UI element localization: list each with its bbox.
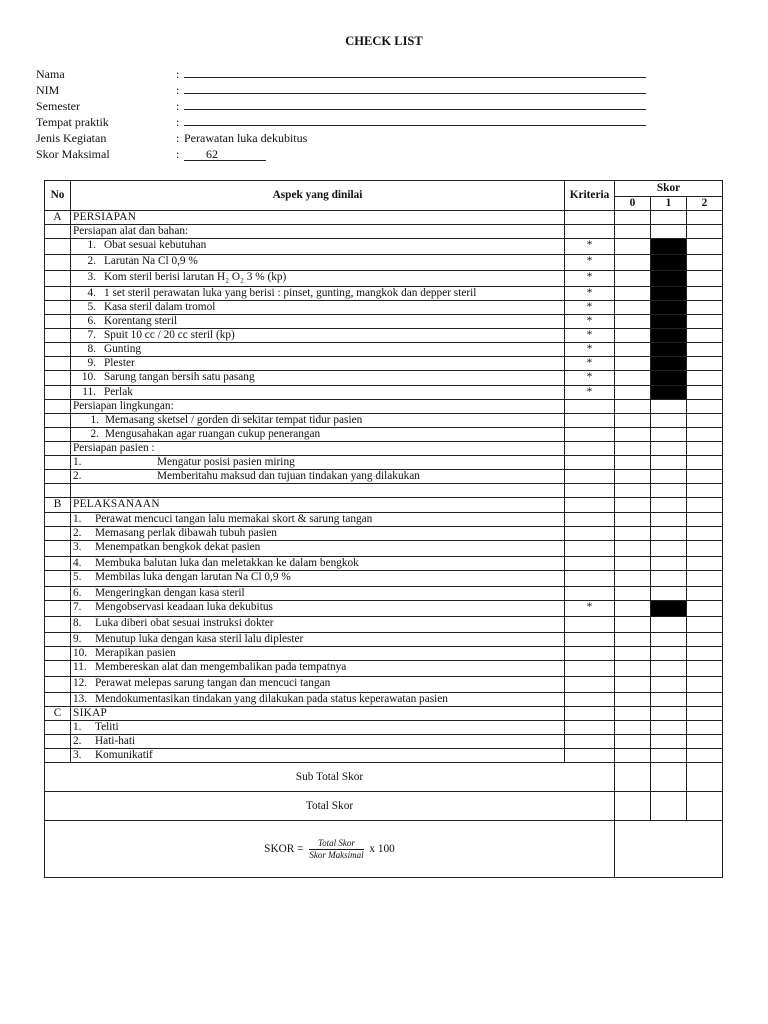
score-cell-1[interactable] <box>651 513 687 527</box>
score-cell-0[interactable] <box>615 513 651 527</box>
score-cell-0[interactable] <box>615 329 651 343</box>
score-cell-2[interactable] <box>687 587 723 601</box>
info-row-nim: NIM : <box>36 82 646 98</box>
table-row: 7. Spuit 10 cc / 20 cc steril (kp) * <box>45 329 723 343</box>
score-cell-0[interactable] <box>615 571 651 587</box>
total-row <box>45 792 723 821</box>
header-kriteria: Kriteria <box>565 181 615 211</box>
item-text: Plester <box>104 357 135 369</box>
table-row: 2. Hati-hati <box>45 735 723 749</box>
info-row-jenis: Jenis Kegiatan : Perawatan luka dekubitus <box>36 130 646 146</box>
sub-total-label: Sub Total Skor <box>45 763 615 792</box>
item-text: Luka diberi obat sesuai instruksi dokter <box>95 617 274 629</box>
score-cell-0[interactable] <box>615 456 651 470</box>
item-text: Menutup luka dengan kasa steril lalu diplester <box>95 633 304 645</box>
final-score-cell[interactable] <box>615 821 723 878</box>
score-cell-2[interactable] <box>687 541 723 557</box>
spacer-row <box>45 484 723 498</box>
item-text: Hati-hati <box>95 735 136 747</box>
score-cell-0[interactable] <box>615 527 651 541</box>
table-row: 3. Kom steril berisi larutan H₂ O₂ 3 % (kp) * <box>45 271 723 287</box>
item-text: Kasa steril dalam tromol <box>104 301 216 313</box>
score-cell-1-blocked <box>651 315 687 329</box>
table-row: 4. Membuka balutan luka dan meletakkan ke dalam bengkok <box>45 557 723 571</box>
score-cell-1[interactable] <box>651 527 687 541</box>
name-field[interactable] <box>184 66 646 78</box>
info-label: NIM <box>36 83 60 97</box>
criteria-mark: * <box>565 386 615 400</box>
score-cell-2[interactable] <box>687 315 723 329</box>
score-cell-1[interactable] <box>651 735 687 749</box>
table-row: 6. Korentang steril * <box>45 315 723 329</box>
section-row <box>45 211 723 225</box>
criteria-mark: * <box>565 287 615 301</box>
table-row: 2. Larutan Na Cl 0,9 % * <box>45 255 723 271</box>
criteria-mark: * <box>565 329 615 343</box>
score-cell-1[interactable] <box>651 792 687 821</box>
score-cell-1-blocked <box>651 601 687 617</box>
item-text: Mendokumentasikan tindakan yang dilakukan pada status keperawatan pasien <box>95 693 448 705</box>
table-row: 1. Teliti <box>45 721 723 735</box>
table-row: 3. Menempatkan bengkok dekat pasien <box>45 541 723 557</box>
score-cell-1[interactable] <box>651 677 687 693</box>
table-row: 9. Menutup luka dengan kasa steril lalu diplester <box>45 633 723 647</box>
score-cell-1[interactable] <box>651 617 687 633</box>
tempat-praktik-field[interactable] <box>184 114 646 126</box>
table-row: 8. Luka diberi obat sesuai instruksi dokter <box>45 617 723 633</box>
score-cell-2[interactable] <box>687 661 723 677</box>
score-cell-2[interactable] <box>687 763 723 792</box>
score-cell-0[interactable] <box>615 470 651 484</box>
score-cell-1-blocked <box>651 371 687 386</box>
score-cell-0[interactable] <box>615 633 651 647</box>
subheading: Persiapan pasien : <box>71 442 565 456</box>
item-text: Kom steril berisi larutan H₂ O₂ 3 % (kp) <box>104 271 287 283</box>
criteria-mark: * <box>565 239 615 255</box>
score-cell-0[interactable] <box>615 749 651 763</box>
section-title: PERSIAPAN <box>71 211 565 225</box>
criteria-mark: * <box>565 301 615 315</box>
table-row: 1. Memasang sketsel / gorden di sekitar tempat tidur pasien <box>45 414 723 428</box>
score-cell-0[interactable] <box>615 239 651 255</box>
item-text: Larutan Na Cl 0,9 % <box>104 255 198 267</box>
score-cell-2[interactable] <box>687 255 723 271</box>
header-skor: Skor <box>615 181 723 197</box>
criteria-mark: * <box>565 601 615 617</box>
section-row <box>45 707 723 721</box>
header-skor-1: 1 <box>651 197 687 211</box>
score-cell-1-blocked <box>651 255 687 271</box>
criteria-mark: * <box>565 271 615 287</box>
table-row: 8. Gunting * <box>45 343 723 357</box>
section-letter: A <box>45 211 71 225</box>
score-cell-2[interactable] <box>687 601 723 617</box>
score-cell-2[interactable] <box>687 792 723 821</box>
table-row: 1. Mengatur posisi pasien miring <box>45 456 723 470</box>
table-row: 1. Obat sesuai kebutuhan * <box>45 239 723 255</box>
item-text: Membilas luka dengan larutan Na Cl 0,9 % <box>95 571 291 583</box>
criteria-mark: * <box>565 315 615 329</box>
score-cell-2[interactable] <box>687 617 723 633</box>
item-text: 1 set steril perawatan luka yang berisi : pinset, gunting, mangkok dan depper steril <box>104 287 477 299</box>
info-row-skor-maksimal: Skor Maksimal : 62 <box>36 146 646 162</box>
item-text: Mengusahakan agar ruangan cukup penerangan <box>105 428 321 440</box>
table-row: 13. Mendokumentasikan tindakan yang dilakukan pada status keperawatan pasien <box>45 693 723 707</box>
score-cell-0[interactable] <box>615 541 651 557</box>
item-text: Merapikan pasien <box>95 647 176 659</box>
score-cell-1[interactable] <box>651 456 687 470</box>
item-text: Perawat mencuci tangan lalu memakai skort & sarung tangan <box>95 513 373 525</box>
info-label: Skor Maksimal <box>36 147 110 161</box>
score-cell-1-blocked <box>651 357 687 371</box>
score-cell-2[interactable] <box>687 371 723 386</box>
score-cell-1-blocked <box>651 343 687 357</box>
header-skor-0: 0 <box>615 197 651 211</box>
score-cell-2[interactable] <box>687 693 723 707</box>
identity-block <box>36 66 646 162</box>
item-text: Spuit 10 cc / 20 cc steril (kp) <box>104 329 235 341</box>
score-cell-1[interactable] <box>651 541 687 557</box>
subheading: Persiapan alat dan bahan: <box>71 225 565 239</box>
score-cell-2[interactable] <box>687 633 723 647</box>
info-row-nama: Nama : <box>36 66 646 82</box>
table-row: 10. Merapikan pasien <box>45 647 723 661</box>
score-cell-0[interactable] <box>615 255 651 271</box>
item-text: Teliti <box>95 721 119 733</box>
score-cell-0[interactable] <box>615 371 651 386</box>
info-label: Nama <box>36 67 65 81</box>
table-row: 5. Kasa steril dalam tromol * <box>45 301 723 315</box>
score-cell-2[interactable] <box>687 721 723 735</box>
score-cell-0[interactable] <box>615 677 651 693</box>
score-cell-0[interactable] <box>615 287 651 301</box>
score-cell-2[interactable] <box>687 571 723 587</box>
item-text: Mengobservasi keadaan luka dekubitus <box>95 601 273 613</box>
score-cell-1[interactable] <box>651 647 687 661</box>
score-cell-0[interactable] <box>615 414 651 428</box>
page-title: CHECK LIST <box>345 34 423 48</box>
score-cell-2[interactable] <box>687 470 723 484</box>
table-row: 9. Plester * <box>45 357 723 371</box>
score-cell-2[interactable] <box>687 343 723 357</box>
info-label: Jenis Kegiatan <box>36 131 107 145</box>
info-label: Tempat praktik <box>36 115 109 129</box>
score-cell-2[interactable] <box>687 287 723 301</box>
score-cell-2[interactable] <box>687 647 723 661</box>
item-text: Mengeringkan dengan kasa steril <box>95 587 245 599</box>
score-cell-1-blocked <box>651 329 687 343</box>
sub-total-row <box>45 763 723 792</box>
header-aspek: Aspek yang dinilai <box>71 181 565 211</box>
score-cell-0[interactable] <box>615 357 651 371</box>
section-title: PELAKSANAAN <box>71 498 565 513</box>
score-cell-0[interactable] <box>615 661 651 677</box>
total-label: Total Skor <box>45 792 615 821</box>
table-row: 12. Perawat melepas sarung tangan dan mencuci tangan <box>45 677 723 693</box>
score-formula: SKOR = $\frac{\text{Total Skor}}{\text{Skor Maksimal}}$ x 100 <box>45 821 615 878</box>
score-cell-2[interactable] <box>687 557 723 571</box>
score-cell-0[interactable] <box>615 587 651 601</box>
score-cell-0[interactable] <box>615 735 651 749</box>
table-row: 4. 1 set steril perawatan luka yang berisi : pinset, gunting, mangkok dan depper steril * <box>45 287 723 301</box>
section-letter: C <box>45 707 71 721</box>
jenis-kegiatan-value: Perawatan luka dekubitus <box>184 131 308 145</box>
table-row: 2. Mengusahakan agar ruangan cukup penerangan <box>45 428 723 442</box>
item-text: Membuka balutan luka dan meletakkan ke dalam bengkok <box>95 557 359 569</box>
score-cell-1-blocked <box>651 287 687 301</box>
item-text: Memberitahu maksud dan tujuan tindakan yang dilakukan <box>157 470 420 482</box>
info-row-semester: Semester : <box>36 98 646 114</box>
score-cell-1[interactable] <box>651 749 687 763</box>
item-text: Menempatkan bengkok dekat pasien <box>95 541 261 553</box>
score-cell-1[interactable] <box>651 721 687 735</box>
criteria-mark: * <box>565 371 615 386</box>
formula-row <box>45 821 723 878</box>
score-cell-1[interactable] <box>651 470 687 484</box>
item-text: Komunikatif <box>95 749 153 761</box>
score-cell-0[interactable] <box>615 763 651 792</box>
info-row-tempat: Tempat praktik : <box>36 114 646 130</box>
score-cell-0[interactable] <box>615 617 651 633</box>
score-cell-1-blocked <box>651 239 687 255</box>
item-text: Perawat melepas sarung tangan dan mencuci tangan <box>95 677 331 689</box>
table-row: 11. Membereskan alat dan mengembalikan pada tempatnya <box>45 661 723 677</box>
score-cell-2[interactable] <box>687 527 723 541</box>
score-cell-1[interactable] <box>651 557 687 571</box>
score-cell-1[interactable] <box>651 661 687 677</box>
table-row: 10. Sarung tangan bersih satu pasang * <box>45 371 723 386</box>
header-no: No <box>45 181 71 211</box>
score-cell-0[interactable] <box>615 301 651 315</box>
score-cell-0[interactable] <box>615 721 651 735</box>
score-cell-0[interactable] <box>615 343 651 357</box>
item-text: Obat sesuai kebutuhan <box>104 239 207 251</box>
score-cell-1-blocked <box>651 271 687 287</box>
score-cell-1[interactable] <box>651 414 687 428</box>
criteria-mark: * <box>565 357 615 371</box>
score-cell-1[interactable] <box>651 633 687 647</box>
score-cell-2[interactable] <box>687 301 723 315</box>
formula-fraction: $\frac{\text{Total Skor}}{\text{Skor Maksimal}}$ <box>309 837 364 860</box>
section-title: SIKAP <box>71 707 565 721</box>
score-cell-2[interactable] <box>687 271 723 287</box>
score-cell-0[interactable] <box>615 428 651 442</box>
score-cell-2[interactable] <box>687 329 723 343</box>
score-cell-0[interactable] <box>615 557 651 571</box>
score-cell-2[interactable] <box>687 735 723 749</box>
item-text: Perlak <box>104 386 133 398</box>
score-cell-0[interactable] <box>615 792 651 821</box>
item-text: Membereskan alat dan mengembalikan pada tempatnya <box>95 661 347 673</box>
item-text: Mengatur posisi pasien miring <box>157 456 295 468</box>
nim-field[interactable] <box>184 82 646 94</box>
score-cell-2[interactable] <box>687 456 723 470</box>
item-text: Korentang steril <box>104 315 178 327</box>
score-cell-2[interactable] <box>687 386 723 400</box>
score-cell-1[interactable] <box>651 428 687 442</box>
score-cell-1-blocked <box>651 386 687 400</box>
section-row <box>45 498 723 513</box>
subheading: Persiapan lingkungan: <box>71 400 565 414</box>
table-row: 7. Mengobservasi keadaan luka dekubitus * <box>45 601 723 617</box>
score-cell-1-blocked <box>651 301 687 315</box>
item-text: Memasang sketsel / gorden di sekitar tempat tidur pasien <box>105 414 363 426</box>
table-row: 11. Perlak * <box>45 386 723 400</box>
checklist-table <box>44 180 723 878</box>
header-skor-2: 2 <box>687 197 723 211</box>
table-row: 5. Membilas luka dengan larutan Na Cl 0,9 % <box>45 571 723 587</box>
score-cell-0[interactable] <box>615 601 651 617</box>
info-label: Semester <box>36 99 80 113</box>
score-cell-2[interactable] <box>687 677 723 693</box>
score-cell-2[interactable] <box>687 414 723 428</box>
item-text: Sarung tangan bersih satu pasang <box>104 371 255 383</box>
score-cell-0[interactable] <box>615 315 651 329</box>
table-row: 1. Perawat mencuci tangan lalu memakai skort & sarung tangan <box>45 513 723 527</box>
skor-maksimal-value: 62 <box>184 148 266 161</box>
section-letter: B <box>45 498 71 513</box>
criteria-mark: * <box>565 255 615 271</box>
table-row: 2. Memberitahu maksud dan tujuan tindakan yang dilakukan <box>45 470 723 484</box>
score-cell-2[interactable] <box>687 513 723 527</box>
criteria-mark: * <box>565 343 615 357</box>
table-row: 2. Memasang perlak dibawah tubuh pasien <box>45 527 723 541</box>
score-cell-2[interactable] <box>687 428 723 442</box>
score-cell-0[interactable] <box>615 271 651 287</box>
table-row: 3. Komunikatif <box>45 749 723 763</box>
table-row: 6. Mengeringkan dengan kasa steril <box>45 587 723 601</box>
score-cell-0[interactable] <box>615 693 651 707</box>
item-text: Memasang perlak dibawah tubuh pasien <box>95 527 277 539</box>
score-cell-2[interactable] <box>687 749 723 763</box>
score-cell-0[interactable] <box>615 647 651 661</box>
score-cell-1[interactable] <box>651 587 687 601</box>
score-cell-0[interactable] <box>615 386 651 400</box>
subheading-row <box>45 225 723 239</box>
item-text: Gunting <box>104 343 142 355</box>
score-cell-1[interactable] <box>651 693 687 707</box>
subheading-row <box>45 442 723 456</box>
score-cell-1[interactable] <box>651 763 687 792</box>
score-cell-2[interactable] <box>687 239 723 255</box>
score-cell-2[interactable] <box>687 357 723 371</box>
semester-field[interactable] <box>184 98 646 110</box>
score-cell-1[interactable] <box>651 571 687 587</box>
subheading-row <box>45 400 723 414</box>
